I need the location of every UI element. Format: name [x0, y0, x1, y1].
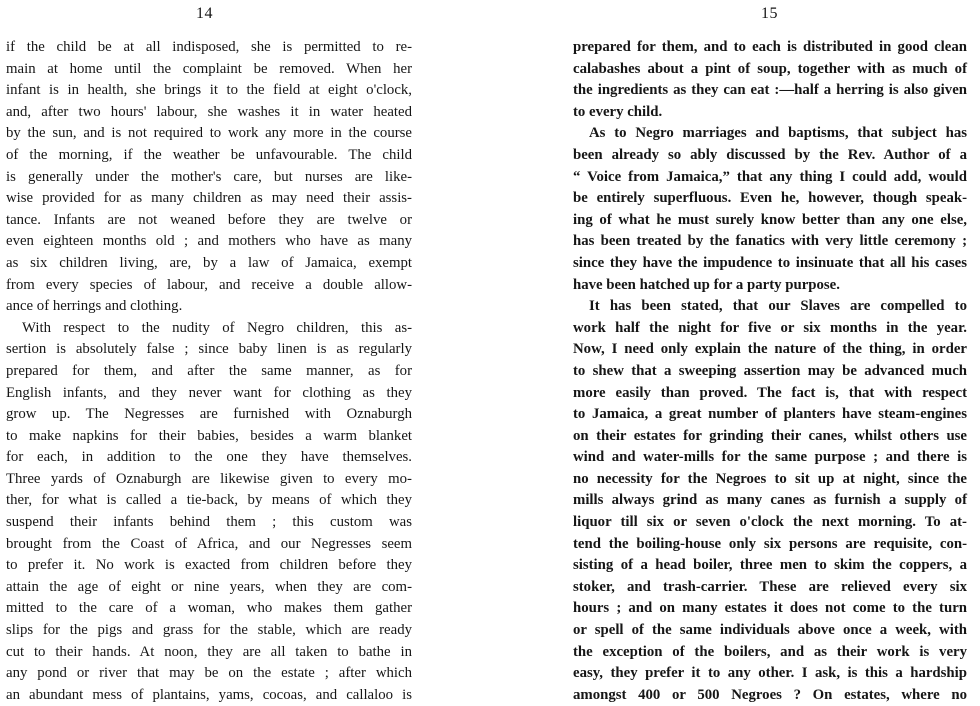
text-line: amongst 400 or 500 Negroes ? On estates, where no [573, 686, 967, 703]
text-line: calabashes about a pint of soup, together with as much of [573, 60, 967, 77]
text-line: since they have the impudence to insinuate that all his cases [573, 254, 967, 271]
text-line: suspend their infants behind them ; this custom was [6, 514, 412, 531]
text-line: the exception of the boilers, and as their work is very [573, 643, 967, 660]
right-page-text [573, 37, 967, 706]
text-line: to prefer it. No work is exacted from children before they [6, 557, 412, 574]
text-line: infant is in health, she brings it to the field at eight o'clock, [6, 82, 412, 99]
text-line: tend the boiling-house only six persons are requisite, con- [573, 535, 967, 552]
text-line: English infants, and they never want for clothing as they [6, 384, 412, 401]
text-line: on their estates for grinding their canes, whilst others use [573, 427, 967, 444]
text-line: ther, for what is called a tie-back, by means of which they [6, 492, 412, 509]
text-line: ing of what he must surely know better than any one else, [573, 211, 967, 228]
text-line: from every species of labour, and receive a double allow- [6, 276, 412, 293]
text-line: to Jamaica, a great number of planters have steam-engines [573, 406, 967, 423]
text-line: wise provided for as many children as may need their assis- [6, 190, 412, 207]
text-line: easy, they prefer it to any other. I ask, is this a hardship [573, 665, 967, 682]
paragraph-start-line: With respect to the nudity of Negro children, this as- [22, 319, 412, 336]
text-line: to make napkins for their babies, besides a warm blanket [6, 427, 412, 444]
text-line: is generally under the mother's care, but nurses are like- [6, 168, 412, 185]
text-line: more easily than proved. The fact is, that with respect [573, 384, 967, 401]
text-line: hours ; and on many estates it does not come to the turn [573, 600, 967, 617]
left-page-number: 14 [196, 5, 213, 22]
left-page-text [6, 37, 412, 706]
text-line: to shew that a sweeping assertion may be advanced much [573, 362, 967, 379]
paragraph-start-line: It has been stated, that our Slaves are compelled to [589, 298, 967, 315]
text-line: of the morning, if the weather be unfavourable. The child [6, 146, 412, 163]
text-line: mills always grind as many canes as furnish a supply of [573, 492, 967, 509]
text-line: stoker, and trash-carrier. These are relieved every six [573, 578, 967, 595]
text-line: or spell of the same individuals above once a week, with [573, 622, 967, 639]
text-line: no necessity for the Negroes to sit up at night, since the [573, 470, 967, 487]
text-line: grow up. The Negresses are furnished with Oznaburgh [6, 406, 412, 423]
text-line: prepared for them, and to each is distributed in good clean [573, 39, 967, 55]
text-line: the ingredients as they can eat :—half a herring is also given [573, 82, 967, 99]
paragraph-start-line: As to Negro marriages and baptisms, that subject has [589, 125, 967, 142]
text-line: ance of herrings and clothing. [6, 298, 183, 315]
text-line: mitted to the care of a woman, who makes them gather [6, 600, 412, 617]
text-line: if the child be at all indisposed, she is permitted to re- [6, 39, 412, 55]
text-line: tance. Infants are not weaned before they are twelve or [6, 211, 412, 228]
text-line: “ Voice from Jamaica,” that any thing I could add, would [573, 168, 967, 185]
text-line: been already so ably discussed by the Rev. Author of a [573, 146, 967, 163]
text-line: work half the night for five or six months in the year. [573, 319, 967, 336]
text-line: main at home until the complaint be removed. When her [6, 60, 412, 77]
text-line: wind and water-mills for the same purpose ; and there is [573, 449, 967, 466]
text-line: slips for the pigs and grass for the stable, which are ready [6, 622, 412, 639]
text-line: attain the age of eight or nine years, when they are com- [6, 578, 412, 595]
right-page-number: 15 [761, 5, 778, 22]
text-line: and, after two hours' labour, she washes it in water heated [6, 103, 412, 120]
text-line: sertion is absolutely false ; since baby linen is as regularly [6, 341, 412, 358]
right-page [490, 0, 980, 703]
text-line: Three yards of Oznaburgh are likewise given to every mo- [6, 470, 412, 487]
text-line: be entirely superfluous. Even he, however, though speak- [573, 190, 967, 207]
text-line: liquor till six or seven o'clock the next morning. To at- [573, 514, 967, 531]
text-line: even eighteen months old ; and mothers who have as many [6, 233, 412, 250]
text-line: sisting of a head boiler, three men to skim the coppers, a [573, 557, 967, 574]
text-line: to every child. [573, 103, 663, 120]
text-line: Now, I need only explain the nature of the thing, in order [573, 341, 967, 358]
text-line: brought from the Coast of Africa, and our Negresses seem [6, 535, 412, 552]
text-line: an abundant mess of plantains, yams, cocoas, and callaloo is [6, 686, 412, 703]
text-line: cut to their hands. At noon, they are all taken to bathe in [6, 643, 412, 660]
text-line: have been hatched up for a party purpose. [573, 276, 840, 293]
text-line: has been treated by the fanatics with very little ceremony ; [573, 233, 967, 250]
text-line: by the sun, and is not required to work any more in the course [6, 125, 412, 142]
text-line: for each, in addition to the one they have themselves. [6, 449, 412, 466]
left-page [0, 0, 490, 703]
text-line: prepared for them, and after the same manner, as for [6, 362, 412, 379]
text-line: any pond or river that may be on the estate ; after which [6, 665, 412, 682]
text-line: as six children living, are, by a law of Jamaica, exempt [6, 254, 412, 271]
